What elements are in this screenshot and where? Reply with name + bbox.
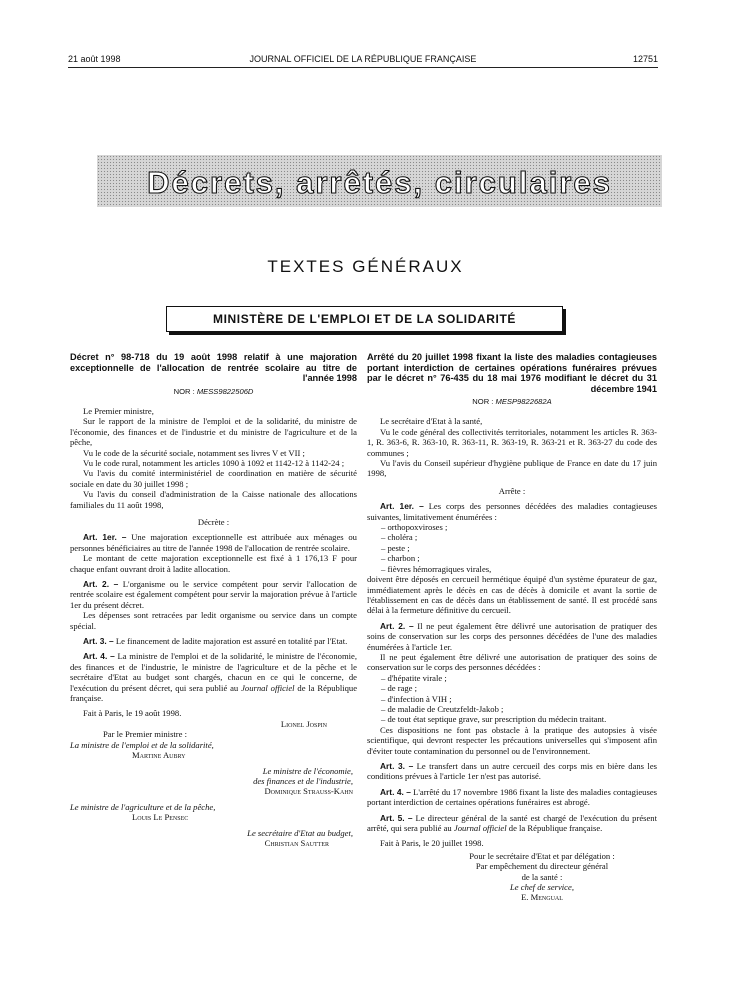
article-1 bbox=[70, 532, 357, 553]
done-at: Fait à Paris, le 20 juillet 1998. bbox=[380, 838, 484, 849]
done-at: Fait à Paris, le 19 août 1998. bbox=[83, 708, 182, 719]
article-text: Une majoration exceptionnelle est attribuée aux ménages ou personnes bénéficiaires au titre de l'année 1998 de l'allocation de rentrée scolaire. bbox=[70, 532, 357, 553]
section-banner bbox=[97, 155, 662, 207]
article-3 bbox=[367, 761, 657, 782]
signature-line: Par empêchement du directeur général bbox=[475, 861, 609, 872]
list-item: – d'hépatite virale ; bbox=[381, 672, 447, 683]
running-header bbox=[68, 54, 658, 68]
banner-title: Décrets, arrêtés, circulaires bbox=[147, 165, 612, 200]
paragraph: Sur le rapport de la ministre de l'emploi et de la solidarité, du ministre de l'économie, des finances et de l'industrie et du ministre de l'agriculture et de la pêche, bbox=[70, 416, 357, 448]
minister-title: Le secrétaire d'Etat au budget, bbox=[247, 827, 353, 838]
arrete-title: Arrêté du 20 juillet 1998 fixant la liste des maladies contagieuses portant interdiction de certaines opérations funéraires prévues par le décret n° 76-435 du 18 mai 1976 modifiant le décret du 31 décembre 1941 bbox=[367, 352, 657, 394]
paragraph: Les dépenses sont retracées par ledit organisme ou service dans un compte spécial. bbox=[70, 610, 357, 631]
ministry-name: MINISTÈRE DE L'EMPLOI ET DE LA SOLIDARITÉ bbox=[212, 312, 517, 326]
issue-date: 21 août 1998 bbox=[68, 54, 121, 64]
signature-pm: Lionel Jospin bbox=[280, 718, 327, 729]
paragraph: Le montant de cette majoration exceptionnelle est fixé à 1 176,13 F pour chaque enfant ouvrant droit à ladite allocation. bbox=[70, 553, 357, 574]
article-text: Le directeur général de la santé est chargé de l'exécution du présent arrêté, qui sera publié au bbox=[367, 812, 657, 834]
article-text: Les corps des personnes décédées des maladies contagieuses suivantes, limitativement énumérées : bbox=[367, 501, 657, 522]
journal-ref: Journal officiel bbox=[453, 823, 507, 834]
by-pm: Par le Premier ministre : bbox=[103, 729, 188, 740]
paragraph: doivent être déposés en cercueil hermétique équipé d'un système épurateur de gaz, immédiatement après le décès en cas de décès à domicile et avant la sortie de l'établissement en cas de décès dans un établissement de santé. Il est procédé sans délai à la fermeture définitive du cercueil. bbox=[367, 574, 657, 616]
journal-title: JOURNAL OFFICIEL DE LA RÉPUBLIQUE FRANÇAISE bbox=[249, 54, 477, 64]
list-item: – choléra ; bbox=[381, 532, 418, 543]
decree-nor bbox=[70, 387, 357, 397]
article-label: Art. 3. – bbox=[380, 761, 414, 771]
article-text: Le financement de ladite majoration est assuré en totalité par l'Etat. bbox=[115, 636, 348, 647]
article-text-end: de la République française. bbox=[508, 823, 603, 834]
list-item: – d'infection à VIH ; bbox=[381, 693, 452, 704]
section-heading: TEXTES GÉNÉRAUX bbox=[267, 257, 464, 276]
arrete-heading: Arrête : bbox=[498, 485, 526, 496]
article-1 bbox=[367, 501, 657, 522]
signature-le-pensec: Louis Le Pensec bbox=[132, 812, 189, 823]
list-item: – fièvres hémorragiques virales, bbox=[381, 563, 492, 574]
article-label: Art. 1er. – bbox=[380, 501, 424, 512]
list-item: – de rage ; bbox=[381, 683, 418, 694]
list-item: – de tout état septique grave, sur prescription du médecin traitant. bbox=[381, 714, 607, 725]
minister-title: Le ministre de l'agriculture et de la pêche, bbox=[70, 801, 216, 812]
nor-label: NOR : bbox=[173, 386, 195, 396]
article-label: Art. 4. – bbox=[380, 786, 411, 797]
arrete-column bbox=[367, 352, 657, 903]
list-item: – orthopoxviroses ; bbox=[381, 522, 448, 533]
page-number: 12751 bbox=[632, 54, 658, 64]
paragraph: Le secrétaire d'Etat à la santé, bbox=[380, 416, 483, 427]
signature-aubry: Martine Aubry bbox=[132, 750, 186, 761]
article-text: L'organisme ou le service compétent pour servir l'allocation de rentrée scolaire est également compétent pour servir la majoration prévue à l'article 1er du présent décret. bbox=[70, 579, 357, 610]
article-5 bbox=[367, 813, 657, 834]
signature-mengual: E. Mengual bbox=[521, 892, 563, 903]
paragraph: Vu l'avis du Conseil supérieur d'hygiène publique de France en date du 17 juin 1998, bbox=[367, 458, 657, 479]
article-label: Art. 3. – bbox=[83, 636, 114, 647]
article-4 bbox=[70, 651, 357, 703]
paragraph: Vu l'avis du conseil d'administration de la Caisse nationale des allocations familiales du 11 août 1998, bbox=[70, 489, 357, 510]
nor-code: MESP9822682A bbox=[495, 397, 552, 406]
paragraph: Vu le code de la sécurité sociale, notamment ses livres V et VII ; bbox=[83, 447, 305, 458]
signature-line: Pour le secrétaire d'Etat et par délégation : bbox=[469, 850, 615, 861]
paragraph: Vu le code rural, notamment les articles 1090 à 1092 et 1142-12 à 1142-24 ; bbox=[83, 457, 345, 468]
signature-line: de la santé : bbox=[521, 871, 563, 882]
minister-title: Le ministre de l'économie, bbox=[262, 765, 353, 776]
article-text: Il ne peut également être délivré une autorisation de pratiquer des soins de conservation sur les corps des personnes décédées de l'une des maladies énumérées à l'article 1er. bbox=[367, 620, 657, 652]
article-2 bbox=[367, 621, 657, 652]
paragraph: Ces dispositions ne font pas obstacle à la pratique des autopsies à visée scientifique, qui devront respecter les précautions universelles qui s'imposent afin d'éviter toute contamination du personnel ou de l'environnement. bbox=[367, 724, 657, 756]
article-text: L'arrêté du 17 novembre 1986 fixant la liste des maladies contagieuses portant interdiction de certaines opérations funéraires est abrogé. bbox=[367, 786, 657, 808]
article-text: Le transfert dans un autre cercueil des corps mis en bière dans les conditions prévues à l'article 1er n'est pas autorisé. bbox=[367, 761, 657, 782]
minister-title: des finances et de l'industrie, bbox=[253, 775, 353, 786]
ministry-heading bbox=[166, 306, 563, 332]
list-item: – charbon ; bbox=[381, 553, 420, 564]
nor-label: NOR : bbox=[472, 397, 494, 406]
paragraph: Vu l'avis du comité interministériel de coordination en matière de sécurité sociale en date du 30 juillet 1998 ; bbox=[70, 468, 357, 489]
article-4 bbox=[367, 787, 657, 808]
article-label: Art. 2. – bbox=[380, 620, 414, 631]
paragraph: Le Premier ministre, bbox=[83, 405, 154, 416]
article-3 bbox=[70, 636, 357, 646]
signature-line: Le chef de service, bbox=[510, 882, 574, 893]
arrete-nor bbox=[367, 397, 657, 407]
article-label: Art. 5. – bbox=[380, 812, 413, 823]
signature-strauss-kahn: Dominique Strauss-Kahn bbox=[264, 786, 353, 797]
decree-column bbox=[70, 352, 357, 848]
article-text-end: de la République française. bbox=[70, 682, 358, 704]
journal-ref: Journal officiel bbox=[241, 682, 295, 693]
decree-title: Décret n° 98-718 du 19 août 1998 relatif à une majoration exceptionnelle de l'allocation de rentrée scolaire au titre de l'année 1998 bbox=[70, 352, 357, 383]
header-rule bbox=[68, 67, 658, 68]
list-item: – de maladie de Creutzfeldt-Jakob ; bbox=[381, 703, 504, 714]
minister-title: La ministre de l'emploi et de la solidarité, bbox=[70, 739, 214, 750]
article-label: Art. 2. – bbox=[83, 579, 119, 589]
article-2 bbox=[70, 579, 357, 610]
nor-code: MESS9822506D bbox=[196, 386, 254, 396]
paragraph: Il ne peut également être délivré une autorisation de pratiquer des soins de conservation sur le corps des personnes décédées : bbox=[367, 651, 657, 673]
paragraph: Vu le code général des collectivités territoriales, notamment les articles R. 363-1, R. 363-6, R. 363-10, R. 363-11, R. 363-19, R. 363-21 et R. 363-27 du code des communes ; bbox=[367, 426, 657, 458]
article-label: Art. 1er. – bbox=[83, 532, 127, 543]
decrete-heading: Décrète : bbox=[197, 516, 230, 527]
article-label: Art. 4. – bbox=[83, 651, 115, 662]
article-text: La ministre de l'emploi et de la solidarité, le ministre de l'économie, des finances et de l'industrie, le ministre de l'agriculture et de la pêche et le secrétaire d'Etat au budget sont chargés, chacun en ce qui le concerne, de l'exécution du présent décret, qui sera publié au bbox=[70, 651, 357, 693]
signature-sautter: Christian Sautter bbox=[264, 837, 329, 848]
list-item: – peste ; bbox=[381, 542, 410, 553]
